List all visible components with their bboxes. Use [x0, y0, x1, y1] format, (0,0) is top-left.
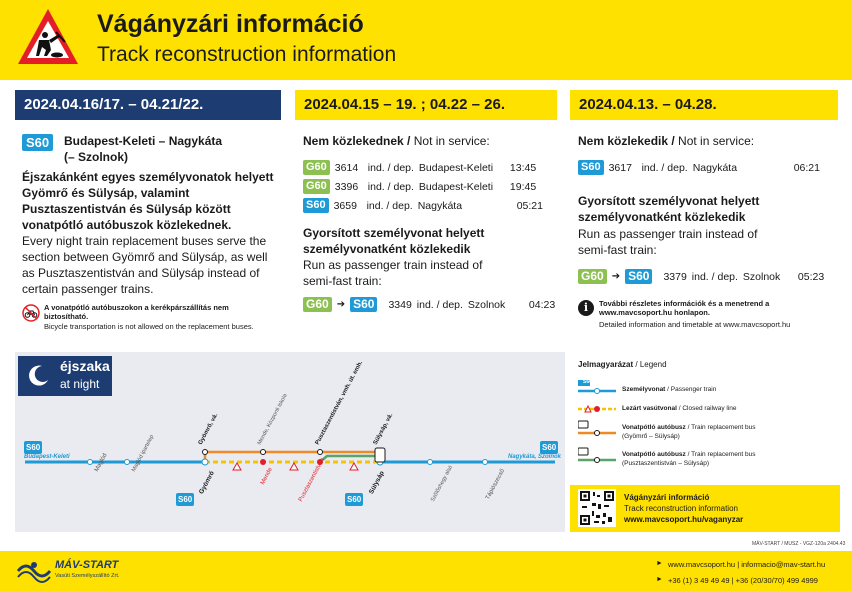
arrow-right-icon: ➔ [336, 299, 346, 310]
train-row: G60 3614 ind. / dep. Budapest-Keleti 13:45 [303, 160, 536, 175]
qr-url[interactable]: www.mavcsoport.hu/vaganyzar [624, 515, 744, 524]
title-en: Track reconstruction information [97, 43, 397, 66]
footer-logo: MÁV-START [55, 559, 119, 571]
col3-more-en: Detailed information and timetable at www.mavcsoport.hu [599, 320, 791, 329]
map-station-label: Sülysáp [368, 469, 386, 496]
info-icon: i [578, 300, 594, 316]
legend-item: Vonatpótló autóbusz / Train replacement bus (Gyömrő – Sülysáp) [622, 424, 756, 440]
arrow-right-icon: ➔ [611, 271, 621, 282]
map-station-label: Maglód ipartelep [131, 434, 156, 473]
col2-fast-en: Run as passenger train instead of semi-fast train: [303, 258, 483, 288]
col1-route-ext: (– Szolnok) [64, 150, 129, 164]
legend-item: Vonatpótló autóbusz / Train replacement bus (Pusztaszentistván – Sülysáp) [622, 451, 756, 467]
qr-title-en: Track reconstruction information [624, 504, 738, 513]
warning-icon [233, 463, 241, 470]
line-badge-s60: S60 [542, 443, 557, 452]
col2-fast-hu: Gyorsított személyvonat helyett személyvonatként közlekedik [303, 226, 485, 256]
map-stop-label: Pusztaszentistván, vmh. út. emh. [314, 360, 365, 446]
bike-note-hu: A vonatpótló autóbuszokon a kerékpárszállítás nem biztosítható. [44, 303, 229, 321]
col3-fast-en: Run as passenger train instead of semi-fast train: [578, 227, 758, 257]
moon-icon [25, 363, 51, 389]
legend-badge: S60 [583, 379, 592, 385]
footer-logo-sub: Vasúti Személyszállító Zrt. [55, 573, 120, 579]
station-dot [260, 459, 266, 465]
map-stop-label: Gyömrő, vá. [197, 412, 220, 446]
col3-not-in-service: Nem közlekedik / Not in service: [578, 134, 755, 148]
legend-item: Lezárt vasútvonal / Closed railway line [622, 405, 737, 412]
map-left-station: Budapest-Keleti [24, 454, 70, 460]
map-station-label: Szőlőshegy alsó [430, 464, 455, 503]
night-label: éjszaka at night [18, 356, 112, 396]
col1-desc-hu: Éjszakánként egyes személyvonatok helyett Gyömrő és Sülysáp, valamint Pusztaszentistván és Sülysáp között vonatpótló autóbuszok közlekednek. [22, 170, 274, 232]
col3-date: 2024.04.13. – 04.28. [570, 90, 838, 120]
col1-route: Budapest-Keleti – Nagykáta [64, 134, 223, 148]
legend-symbols [578, 380, 618, 480]
qr-title-hu: Vágányzári információ [624, 493, 710, 502]
converted-train-row: G60 ➔ S60 3379 ind. / dep. Szolnok 05:23 [578, 269, 824, 284]
line-badge-s60: S60 [347, 495, 362, 504]
header-band [0, 0, 852, 80]
arrow-right-icon: ► [656, 560, 663, 567]
no-bicycle-icon [22, 304, 40, 322]
line-badge-s60: S60 [178, 495, 193, 504]
qr-code-icon[interactable] [578, 489, 616, 527]
mav-start-logo-icon [16, 559, 52, 583]
legend-item: Személyvonat / Passenger train [622, 386, 717, 393]
qr-info-box [570, 485, 840, 532]
bike-note-en: Bicycle transportation is not allowed on the replacement buses. [44, 322, 254, 331]
map-station-label: Tápiószecső [485, 468, 507, 501]
train-row: S60 3659 ind. / dep. Nagykáta 05:21 [303, 198, 543, 213]
col1-desc-en: Every night train replacement buses serve the section between Gyömrő and Sülysáp, as well as Pusztaszentistván and Sülysáp instead of certain passenger trains. [22, 234, 268, 296]
train-row: G60 3396 ind. / dep. Budapest-Keleti 19:45 [303, 179, 536, 194]
map-stop-label: Mende, Központi iskola [256, 392, 289, 446]
map-station-label: Pusztaszentistván [298, 457, 327, 503]
col1-date: 2024.04.16/17. – 04.21/22. [15, 90, 281, 120]
line-badge-s60: S60 [22, 134, 53, 151]
warning-icon [290, 463, 298, 470]
col2-date: 2024.04.15 – 19. ; 04.22 – 26. [295, 90, 557, 120]
line-badge-s60: S60 [26, 443, 41, 452]
arrow-right-icon: ► [656, 576, 663, 583]
train-row: S60 3617 ind. / dep. Nagykáta 06:21 [578, 160, 820, 175]
footer-phone[interactable]: +36 (1) 3 49 49 49 | +36 (20/30/70) 499 4999 [668, 576, 818, 585]
roadworks-warning-icon [15, 6, 81, 68]
title-hu: Vágányzári információ [97, 10, 364, 38]
map-station-label: Mende [260, 466, 274, 486]
col3-more-hu: További részletes információk és a menetrend a www.mavcsoport.hu honlapon. [599, 299, 770, 317]
col2-not-in-service: Nem közlekednek / Not in service: [303, 134, 490, 148]
map-right-station: Nagykáta, Szolnok [508, 454, 562, 460]
legend: Jelmagyarázat / Legend S60 Személyvonat / Passenger train Lezárt vasútvonal / Closed railway line Vonatpótló autóbusz / Train replacement bus (Gyömrő – Sülysáp) Vonatpótló autóbusz / Train replacement bus (Pusztaszentistván – Sülysáp) [570, 352, 840, 482]
map-station-label: Gyömrő [198, 469, 216, 496]
document-code: MÁV-START / MUSZ - VGZ-120a 2404.43 [752, 541, 846, 547]
map-stop-label: Sülysáp, vá. [372, 412, 395, 446]
map-station-label: Maglód [94, 452, 109, 473]
footer-web[interactable]: www.mavcsoport.hu | informacio@mav-start.hu [668, 560, 826, 569]
warning-icon [350, 463, 358, 470]
converted-train-row: G60 ➔ S60 3349 ind. / dep. Szolnok 04:23 [303, 297, 555, 312]
col3-fast-hu: Gyorsított személyvonat helyett személyvonatként közlekedik [578, 194, 760, 224]
footer [0, 551, 852, 591]
